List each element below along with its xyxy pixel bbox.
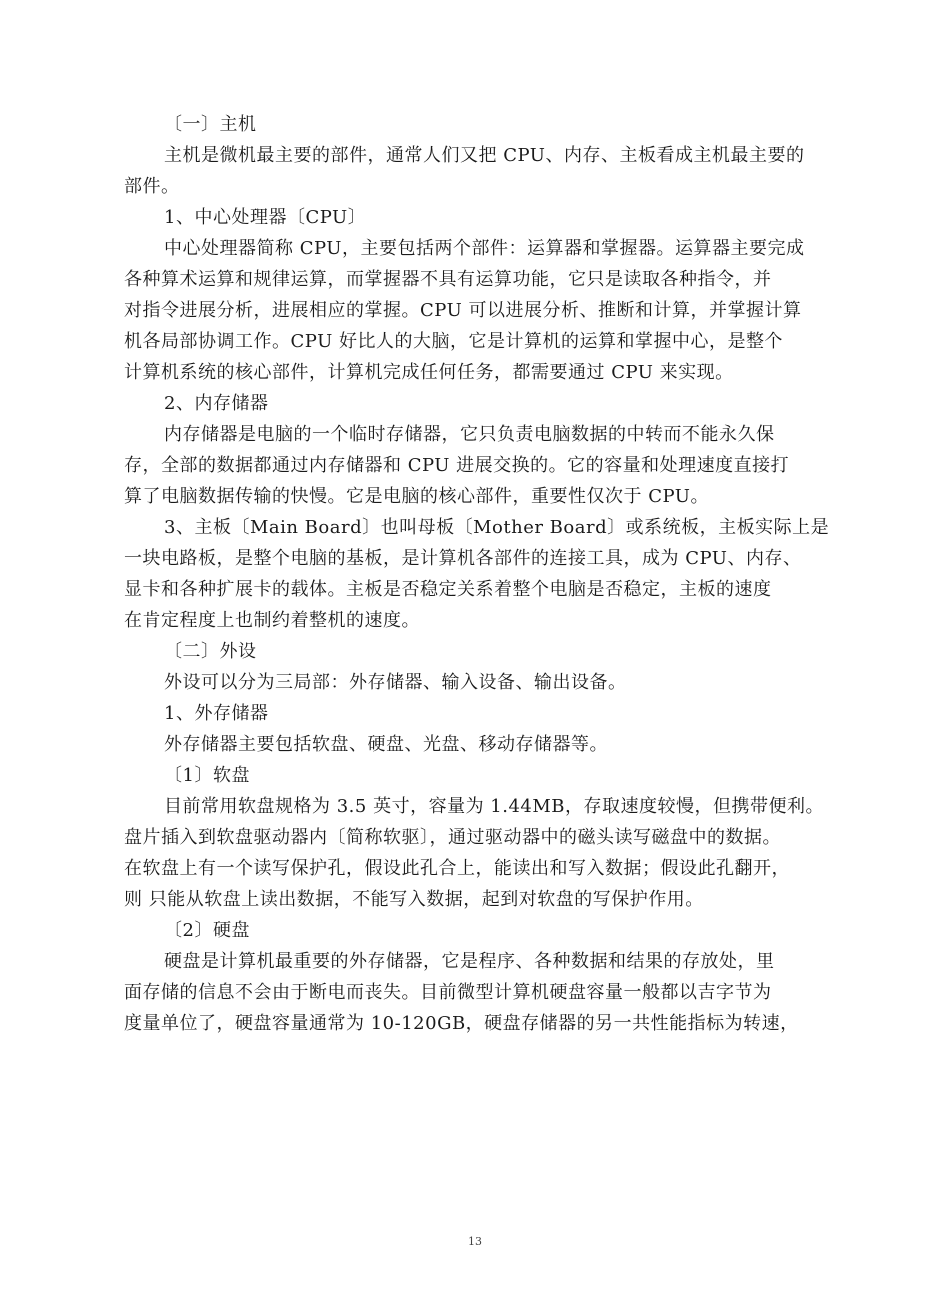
text-line: 面存储的信息不会由于断电而丧失。目前微型计算机硬盘容量一般都以吉字节为 <box>124 982 772 1003</box>
text-line: 计算机系统的核心部件，计算机完成任何任务，都需要通过 CPU 来实现。 <box>124 362 734 383</box>
text-line: 目前常用软盘规格为 3.5 英寸，容量为 1.44MB，存取速度较慢，但携带便利。 <box>164 796 825 817</box>
text-line: 〔二〕外设 <box>164 641 257 662</box>
text-line: 3、主板〔Main Board〕也叫母板〔Mother Board〕或系统板，主板实际上是 <box>164 517 830 538</box>
text-line: 显卡和各种扩展卡的载体。主板是否稳定关系着整个电脑是否稳定，主板的速度 <box>124 579 772 600</box>
text-line: 内存储器是电脑的一个临时存储器，它只负责电脑数据的中转而不能永久保 <box>164 424 775 445</box>
text-line: 1、中心处理器〔CPU〕 <box>164 207 367 228</box>
text-line: 中心处理器简称 CPU，主要包括两个部件：运算器和掌握器。运算器主要完成 <box>164 238 805 259</box>
page-number: 13 <box>468 1235 482 1248</box>
text-line: 2、内存储器 <box>164 393 269 414</box>
text-line: 机各局部协调工作。CPU 好比人的大脑，它是计算机的运算和掌握中心，是整个 <box>124 331 783 352</box>
text-line: 对指令进展分析，进展相应的掌握。CPU 可以进展分析、推断和计算，并掌握计算 <box>124 300 802 321</box>
text-line: 在肯定程度上也制约着整机的速度。 <box>124 610 420 631</box>
text-line: 则 只能从软盘上读出数据，不能写入数据，起到对软盘的写保护作用。 <box>124 889 704 910</box>
text-line: 〔2〕硬盘 <box>164 920 250 941</box>
text-line: 〔1〕软盘 <box>164 765 250 786</box>
text-line: 一块电路板，是整个电脑的基板，是计算机各部件的连接工具，成为 CPU、内存、 <box>124 548 802 569</box>
text-line: 部件。 <box>124 176 180 197</box>
text-line: 存，全部的数据都通过内存储器和 CPU 进展交换的。它的容量和处理速度直接打 <box>124 455 790 476</box>
text-line: 盘片插入到软盘驱动器内〔简称软驱〕，通过驱动器中的磁头读写磁盘中的数据。 <box>124 827 781 848</box>
text-line: 各种算术运算和规律运算，而掌握器不具有运算功能，它只是读取各种指令，并 <box>124 269 772 290</box>
text-line: 1、外存储器 <box>164 703 269 724</box>
document-body <box>124 109 856 1039</box>
text-line: 主机是微机最主要的部件，通常人们又把 CPU、内存、主板看成主机最主要的 <box>164 145 805 166</box>
text-line: 外设可以分为三局部：外存储器、输入设备、输出设备。 <box>164 672 627 693</box>
text-line: 外存储器主要包括软盘、硬盘、光盘、移动存储器等。 <box>164 734 608 755</box>
text-line: 算了电脑数据传输的快慢。它是电脑的核心部件，重要性仅次于 CPU。 <box>124 486 709 507</box>
text-line: 硬盘是计算机最重要的外存储器，它是程序、各种数据和结果的存放处，里 <box>164 951 775 972</box>
text-line: 度量单位了，硬盘容量通常为 10-120GB，硬盘存储器的另一共性能指标为转速， <box>124 1013 799 1034</box>
text-line: 在软盘上有一个读写保护孔，假设此孔合上，能读出和写入数据；假设此孔翻开， <box>124 858 790 879</box>
text-line: 〔一〕主机 <box>164 114 257 135</box>
